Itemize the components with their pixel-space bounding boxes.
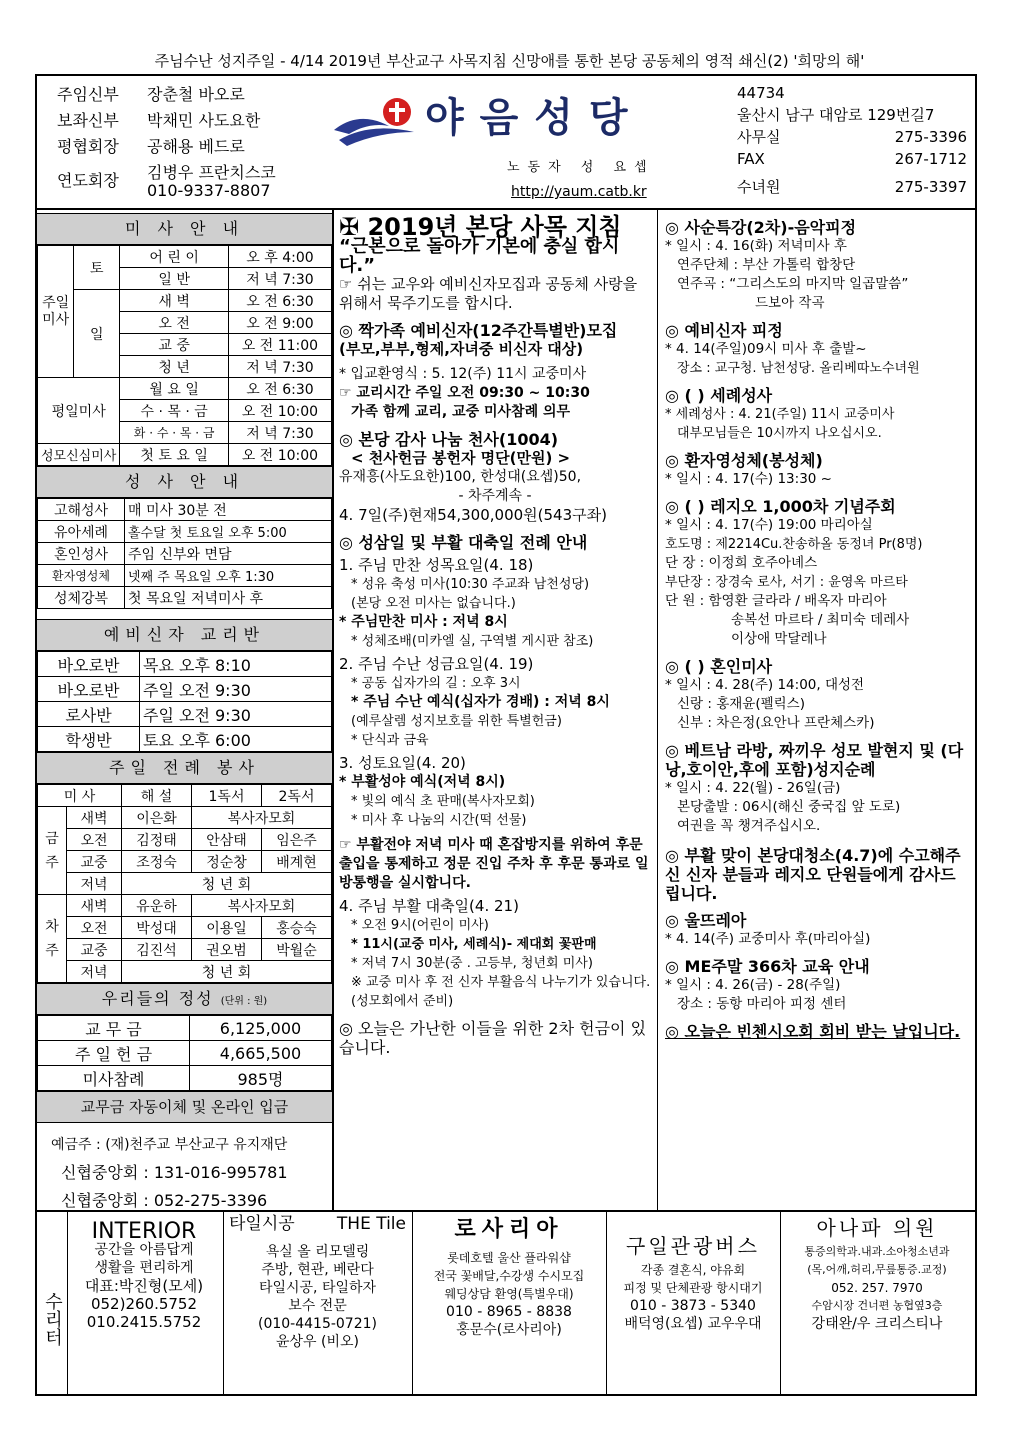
section-heading: ◎ ( ) 레지오 1,000차 기념주회 — [665, 497, 896, 516]
motto-note: ☞ 쉬는 교우와 예비신자모집과 공동체 사랑을 위해서 묵주기도를 합시다. — [339, 275, 638, 312]
liturgy-table — [37, 784, 332, 983]
pastoral-title — [339, 213, 651, 241]
ad-line: 욕실 올 리모델링 — [265, 1244, 370, 1260]
liturgy-mass: 새벽 — [67, 895, 122, 917]
class-time: 주일 오전 9:30 — [140, 677, 332, 702]
middle-column — [339, 213, 651, 1057]
section-line: 연주곡 : “그리스도의 마지막 일곱말씀” — [677, 276, 909, 292]
section-line: (예루살렘 성지보호를 위한 특별헌금) — [351, 714, 562, 729]
section-line: ☞ 교리시간 주일 오전 09:30 ~ 10:30 — [339, 385, 590, 401]
ad-line: 홍문수(로사리아) — [456, 1322, 562, 1338]
liturgy-person: 안삼태 — [192, 829, 262, 851]
mass-time: 오 전 10:00 — [228, 400, 331, 422]
liturgy-mass: 저녁 — [67, 961, 122, 983]
staff-row — [57, 164, 276, 200]
ad-title: INTERIOR — [91, 1219, 197, 1244]
sacrament-name: 고해성사 — [38, 499, 125, 521]
liturgy-person: 청 년 회 — [122, 873, 332, 895]
section-line: (본당 오전 미사는 없습니다.) — [351, 596, 516, 611]
offering-title-text: 우리들의 정성 — [101, 989, 214, 1008]
contact-value: 275-3396 — [894, 128, 967, 146]
pastoral-title-text: 2019년 본당 사목 지침 — [367, 213, 622, 241]
offering-value: 4,665,500 — [190, 1041, 332, 1066]
staff-name: 박채민 사도요한 — [147, 111, 261, 130]
liturgy-person: 유운하 — [122, 895, 192, 917]
offering-label: 주 일 헌 금 — [38, 1041, 190, 1066]
ad-bus — [608, 1213, 778, 1398]
col-divider-1 — [332, 208, 334, 1210]
liturgy-person: 권오범 — [192, 939, 262, 961]
staff-row — [57, 134, 276, 160]
liturgy-title: 주일 전례 봉사 — [37, 752, 332, 784]
contact-row — [737, 126, 967, 148]
ad-line: 각종 결혼식, 야유회 — [640, 1263, 746, 1277]
contact-label: 사무실 — [737, 128, 781, 146]
ad-title-text: 타일시공 — [229, 1214, 295, 1234]
church-logo-icon — [329, 92, 424, 152]
section-line: * 입교환영식 : 5. 12(주) 11시 교중미사 — [339, 366, 587, 382]
ad-rosaria — [414, 1213, 604, 1398]
liturgy-head: 1독서 — [192, 785, 262, 807]
section-line: * 4. 14(주) 교중미사 후(마리아실) — [665, 931, 871, 947]
ad-line: 010 - 8965 - 8838 — [446, 1304, 572, 1320]
ad-side-label: 수리터 — [42, 1291, 63, 1346]
liturgy-mass: 저녁 — [67, 873, 122, 895]
liturgy-head: 해 설 — [122, 785, 192, 807]
contact-label: 수녀원 — [737, 178, 781, 196]
ad-divider — [67, 1210, 68, 1396]
liturgy-week: 금주 — [38, 807, 67, 895]
ad-line: 대표:박진형(모세) — [84, 1277, 204, 1295]
sacrament-name: 환자영성체 — [38, 565, 125, 587]
staff-row — [57, 108, 276, 134]
staff-phone: 010-9337-8807 — [147, 181, 271, 200]
ad-line: 피정 및 단체관광 항시대기 — [623, 1281, 763, 1295]
liturgy-mass: 오전 — [67, 917, 122, 939]
mass-time: 저 녁 7:30 — [228, 422, 331, 444]
liturgy-person: 홍승숙 — [262, 917, 332, 939]
mass-name: 성모신심미사 — [38, 444, 120, 466]
ad-title: 로사리아 — [454, 1217, 564, 1242]
offering-value: 985명 — [190, 1066, 332, 1091]
sacrament-time: 홀수달 첫 토요일 오후 5:00 — [125, 521, 332, 543]
mass-name: 어 린 이 — [120, 246, 229, 268]
section-subheading: < 천사헌금 봉헌자 명단(만원) > — [351, 449, 571, 467]
section-line: 드보아 작곡 — [755, 295, 825, 311]
weekday-label: 평일미사 — [38, 378, 120, 444]
offering-title — [37, 983, 332, 1015]
section-heading: ◎ ( ) 혼인미사 — [665, 657, 773, 676]
staff-role: 평협회장 — [57, 137, 119, 156]
ad-line: 보수 전문 — [288, 1298, 347, 1314]
contact-value: 275-3397 — [894, 178, 967, 196]
section-subheading: (부모,부부,형제,자녀중 비신자 대상) — [339, 340, 584, 358]
liturgy-person: 박성대 — [122, 917, 192, 939]
section-heading: ◎ 오늘은 빈첸시오회 회비 받는 날입니다. — [665, 1022, 961, 1041]
section-line: - 차주계속 - — [458, 488, 532, 504]
mass-name: 일 반 — [120, 268, 229, 290]
section-heading: ◎ 예비신자 피정 — [665, 321, 783, 340]
mass-name: 새 벽 — [120, 290, 229, 312]
section-line: * 4. 14(주일)09시 미사 후 출발~ — [665, 341, 867, 357]
mass-name: 오 전 — [120, 312, 229, 334]
section-line: * 오전 9시(어린이 미사) — [351, 918, 489, 933]
liturgy-head: 2독서 — [262, 785, 332, 807]
sacrament-table — [37, 498, 332, 609]
day-heading: 2. 주님 수난 성금요일(4. 19) — [339, 655, 534, 673]
section-note: ☞ 부활전야 저녁 미사 때 혼잡방지를 위하여 후문출입을 통제하고 정문 진입 주차 후 후문 통과로 일방통행을 실시합니다. — [339, 837, 649, 891]
section-line: 호도명 : 제2214Cu.찬송하올 동정녀 Pr(8명) — [665, 537, 923, 552]
ad-clinic — [782, 1213, 972, 1398]
mass-time: 오 전 6:30 — [228, 378, 331, 400]
ad-line: 통증의학과.내과.소아청소년과 — [804, 1245, 950, 1258]
liturgy-mass: 새벽 — [67, 807, 122, 829]
section-line: 장소 : 교구청. 남천성당. 올리베따노수녀원 — [677, 361, 920, 376]
section-line: * 성체조배(미카엘 실, 구역별 게시판 참조) — [351, 634, 594, 649]
ad-line: 수암시장 건너편 농협옆3층 — [811, 1299, 943, 1312]
liturgy-mass: 오전 — [67, 829, 122, 851]
section-heading: ◎ 성삼일 및 부활 대축일 전례 안내 — [339, 533, 588, 552]
sacrament-time: 넷째 주 목요일 오후 1:30 — [125, 565, 332, 587]
ad-line: (010-4415-0721) — [257, 1316, 377, 1332]
section-heading: ◎ ME주말 366차 교육 안내 — [665, 957, 870, 976]
cross-icon: ✠ — [339, 213, 360, 241]
class-time: 주일 오전 9:30 — [140, 702, 332, 727]
section-heading: ◎ 울뜨레아 — [665, 911, 747, 930]
mass-time: 오 전 11:00 — [228, 334, 331, 356]
col-divider-2 — [657, 208, 658, 1210]
day-heading: 1. 주님 만찬 성목요일(4. 18) — [339, 556, 534, 574]
ad-line: (목,어깨,허리,무릎통증.교정) — [807, 1263, 947, 1276]
staff-row — [57, 82, 276, 108]
section-heading: ◎ 베트남 라방, 짜끼우 성모 발현지 및 (다낭,호이안,후에 포함)성지순례 — [665, 741, 964, 779]
sacrament-time: 첫 목요일 저녁미사 후 — [125, 587, 332, 609]
account-info — [37, 1123, 332, 1215]
offering-table — [37, 1015, 332, 1091]
liturgy-person: 김정태 — [122, 829, 192, 851]
ad-divider — [780, 1210, 781, 1396]
class-name: 바오로반 — [38, 652, 140, 677]
top-line: 주님수난 성지주일 - 4/14 2019년 부산교구 사목지침 신망애를 통한 본당 공동체의 영적 쇄신(2) '희망의 해' — [154, 52, 865, 70]
mass-time: 저 녁 7:30 — [228, 268, 331, 290]
section-line: 유재흥(사도요한)100, 한성대(요셉)50, — [339, 469, 582, 485]
staff-name: 장춘철 바오로 — [147, 85, 245, 104]
section-line: * 일시 : 4. 17(수) 13:30 ~ — [665, 471, 832, 487]
ad-tile — [225, 1213, 410, 1398]
staff-list — [57, 82, 276, 200]
ad-line: 배덕영(요셉) 교우우대 — [624, 1316, 762, 1332]
mass-day: 토 — [74, 246, 120, 290]
mass-time: 오 전 9:00 — [228, 312, 331, 334]
class-name: 바오로반 — [38, 677, 140, 702]
staff-name: 공해용 베드로 — [147, 137, 245, 156]
section-line: * 주님 수난 예식(십자가 경배) : 저녁 8시 — [351, 694, 610, 710]
section-line: * 일시 : 4. 17(수) 19:00 마리아실 — [665, 517, 873, 533]
thanks-note: ◎ 부활 맞이 본당대청소(4.7)에 수고해주신 신자 분들과 레지오 단원들에게 감사드립니다. — [665, 846, 961, 903]
ad-divider — [606, 1210, 607, 1396]
section-line: * 일시 : 4. 22(월) - 26일(금) — [665, 780, 841, 796]
catechumen-table — [37, 651, 332, 752]
sacrament-name: 성체강복 — [38, 587, 125, 609]
mass-table — [37, 245, 332, 466]
ad-line: 052. 257. 7970 — [831, 1281, 923, 1295]
liturgy-head: 미 사 — [38, 785, 122, 807]
contact-row — [737, 176, 967, 198]
ad-title: 구일관광버스 — [626, 1234, 760, 1258]
mass-name: 수 · 목 · 금 — [120, 400, 229, 422]
ad-line: 주방, 현관, 베란다 — [261, 1262, 374, 1278]
section-line: * 단식과 금육 — [351, 733, 429, 748]
section-line: * 성유 축성 미사(10:30 주교좌 남천성당) — [351, 577, 590, 592]
liturgy-person: 정순창 — [192, 851, 262, 873]
section-line: * 주님만찬 미사 : 저녁 8시 — [339, 614, 508, 630]
section-line: 장소 : 동항 마리아 피정 센터 — [677, 996, 847, 1012]
contact-label: FAX — [737, 150, 765, 168]
liturgy-mass: 교중 — [67, 939, 122, 961]
right-column — [665, 218, 970, 1041]
liturgy-person: 임은주 — [262, 829, 332, 851]
section-line: ※ 교중 미사 후 전 신자 부활음식 나누기가 있습니다.(성모회에서 준비) — [351, 975, 651, 1009]
section-line: 대부모님들은 10시까지 나오십시오. — [677, 426, 882, 441]
staff-role: 보좌신부 — [57, 111, 119, 130]
ad-line: 공간을 아름답게 — [94, 1242, 194, 1258]
church-name: 야음성당 — [425, 95, 644, 141]
liturgy-week: 차주 — [38, 895, 67, 983]
section-line: 단 원 : 함영환 글라라 / 배옥자 마리아 — [665, 593, 887, 609]
section-line: * 일시 : 4. 26(금) - 28(주일) — [665, 977, 841, 993]
mass-name: 화 · 수 · 목 · 금 — [120, 422, 229, 444]
section-line: 송복선 마르타 / 최미숙 데레사 — [731, 612, 910, 628]
liturgy-person: 청 년 회 — [122, 961, 332, 983]
section-line: 연주단체 : 부산 가톨릭 합창단 — [677, 257, 856, 273]
section-heading: ◎ 짝가족 예비신자(12주간특별반)모집 — [339, 321, 618, 340]
catechumen-title: 예비신자 교리반 — [37, 619, 332, 651]
sacrament-title: 성 사 안 내 — [37, 466, 332, 498]
mass-name: 첫 토 요 일 — [120, 444, 229, 466]
account-number: 신협중앙회 : 052-275-3396 — [61, 1191, 268, 1210]
liturgy-person: 이용일 — [192, 917, 262, 939]
ads-divider — [37, 1210, 975, 1212]
liturgy-person: 복사자모회 — [192, 807, 332, 829]
section-heading: ◎ 본당 감사 나눔 천사(1004) — [339, 430, 559, 449]
ad-line: 롯데호텔 울산 플라워샵 — [447, 1251, 571, 1265]
offering-label: 미사참례 — [38, 1066, 190, 1091]
offering-value: 6,125,000 — [190, 1016, 332, 1041]
ad-title: 아나파 의원 — [816, 1216, 938, 1240]
mass-name: 월 요 일 — [120, 378, 229, 400]
section-line: * 저녁 7시 30분(중 . 고등부, 청년회 미사) — [351, 956, 593, 971]
mass-time: 저 녁 7:30 — [228, 356, 331, 378]
sacrament-name: 혼인성사 — [38, 543, 125, 565]
section-line: 신랑 : 홍재윤(펠릭스) — [677, 696, 805, 712]
section-line: * 부활성야 예식(저녁 8시) — [339, 774, 506, 790]
ad-divider — [412, 1210, 413, 1396]
mass-day: 일 — [74, 290, 120, 378]
mass-time: 오 전 6:30 — [228, 290, 331, 312]
mass-jumil-label: 주일미사 — [38, 246, 74, 378]
address-block — [737, 82, 967, 198]
mass-name: 청 년 — [120, 356, 229, 378]
ad-divider — [223, 1210, 224, 1396]
class-name: 로사반 — [38, 702, 140, 727]
header-divider — [37, 208, 975, 210]
ad-line: 전국 꽃배달,수강생 수시모집 — [433, 1269, 585, 1283]
left-column — [37, 213, 332, 1215]
section-line: 본당출발 : 06시(해신 중국집 앞 도로) — [677, 799, 901, 815]
section-line: 4. 7일(주)현재54,300,000원(543구좌) — [339, 506, 607, 524]
section-line: 이상애 막달레나 — [731, 631, 827, 647]
section-line: * 세례성사 : 4. 21(주일) 11시 교중미사 — [665, 407, 895, 422]
liturgy-person: 박월순 — [262, 939, 332, 961]
section-line: * 일시 : 4. 28(주) 14:00, 대성전 — [665, 677, 865, 693]
staff-name: 김병우 프란치스코 — [147, 163, 276, 182]
ad-title — [225, 1213, 410, 1235]
section-line: * 공동 십자가의 길 : 오후 3시 — [351, 676, 521, 691]
mass-time: 오 전 10:00 — [228, 444, 331, 466]
offering-unit: (단위 : 원) — [220, 996, 268, 1007]
ad-line: 052)260.5752 — [90, 1295, 198, 1313]
ad-line: 생활을 편리하게 — [94, 1260, 194, 1276]
ad-title-text: THE Tile — [336, 1214, 406, 1234]
section-line: * 11시(교중 미사, 세례식)- 제대회 꽃판매 — [351, 937, 597, 952]
postcode: 44734 — [737, 84, 785, 102]
sacrament-name: 유아세례 — [38, 521, 125, 543]
section-heading: ◎ 환자영성체(봉성체) — [665, 451, 823, 470]
day-heading: 3. 성토요일(4. 20) — [339, 754, 466, 772]
mass-name: 교 중 — [120, 334, 229, 356]
section-heading: ◎ ( ) 세례성사 — [665, 386, 773, 405]
account-holder: 예금주 : (재)천주교 부산교구 유지재단 — [51, 1137, 288, 1153]
section-line: * 미사 후 나눔의 시간(떡 선물) — [351, 813, 527, 828]
section-line: * 일시 : 4. 16(화) 저녁미사 후 — [665, 238, 847, 254]
offering-label: 교 무 금 — [38, 1016, 190, 1041]
auto-transfer-title: 교무금 자동이체 및 온라인 입금 — [37, 1091, 332, 1123]
liturgy-person: 조정숙 — [122, 851, 192, 873]
day-heading: 4. 주님 부활 대축일(4. 21) — [339, 897, 519, 915]
section-heading: ◎ 오늘은 가난한 이들을 위한 2차 헌금이 있습니다. — [339, 1019, 647, 1057]
ad-line: 010 - 3873 - 5340 — [630, 1298, 756, 1314]
bulletin-frame — [35, 74, 977, 1396]
address: 울산시 남구 대암로 129번길7 — [737, 106, 935, 124]
sacrament-time: 매 미사 30분 전 — [125, 499, 332, 521]
pastoral-motto: “근본으로 돌아가 기본에 충실 합시다.” — [339, 236, 620, 276]
section-line: 가족 함께 교리, 교중 미사참례 의무 — [351, 404, 571, 420]
mass-time: 오 후 4:00 — [228, 246, 331, 268]
ad-line: 강태완/우 크리스티나 — [811, 1316, 943, 1332]
section-heading: ◎ 사순특강(2차)-음악피정 — [665, 218, 857, 237]
sacrament-time: 주임 신부와 면담 — [125, 543, 332, 565]
class-name: 학생반 — [38, 727, 140, 752]
staff-role: 연도회장 — [57, 171, 119, 190]
ad-interior — [69, 1213, 219, 1398]
liturgy-person: 이은화 — [122, 807, 192, 829]
liturgy-person: 김진석 — [122, 939, 192, 961]
church-url-link[interactable]: http://yaum.catb.kr — [511, 184, 647, 200]
staff-role: 주임신부 — [57, 85, 119, 104]
section-line: * 빛의 예식 초 판매(복사자모회) — [351, 794, 535, 809]
section-line: 신부 : 차은정(요안나 프란체스카) — [677, 715, 875, 731]
ad-line: 타일시공, 타일하자 — [258, 1280, 377, 1296]
mass-title: 미 사 안 내 — [37, 213, 332, 245]
ad-line: 웨딩상담 환영(특별우대) — [444, 1287, 574, 1301]
section-line: 부단장 : 장경숙 로사, 서기 : 윤영옥 마르타 — [665, 575, 908, 590]
liturgy-person: 복사자모회 — [192, 895, 332, 917]
ad-line: 윤상우 (비오) — [276, 1334, 359, 1350]
liturgy-mass: 교중 — [67, 851, 122, 873]
liturgy-person: 배계현 — [262, 851, 332, 873]
section-line: 단 장 : 이정희 호주아녜스 — [665, 555, 818, 571]
section-line: 여권을 꼭 챙겨주십시오. — [677, 818, 821, 834]
class-time: 목요 오후 8:10 — [140, 652, 332, 677]
church-subtitle: 노동자 성 요셉 — [507, 160, 655, 175]
ad-line: 010.2415.5752 — [86, 1313, 202, 1331]
account-number: 신협중앙회 : 131-016-995781 — [61, 1163, 288, 1182]
class-time: 토요 오후 6:00 — [140, 727, 332, 752]
contact-row — [737, 148, 967, 170]
contact-value: 267-1712 — [894, 150, 967, 168]
